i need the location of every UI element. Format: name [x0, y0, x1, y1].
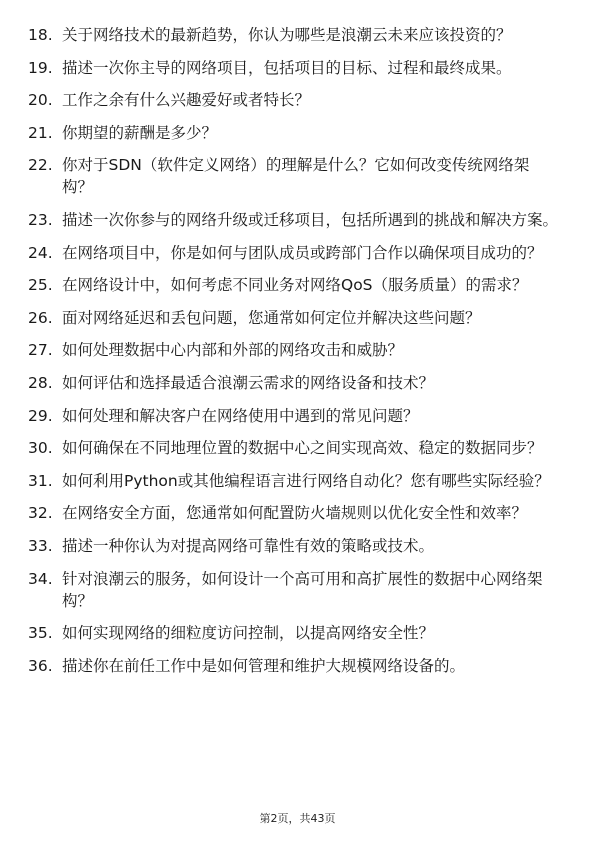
question-item: [28, 57, 560, 79]
question-text: 描述一次你参与的网络升级或迁移项目，包括所遇到的挑战和解决方案。: [62, 210, 559, 229]
question-number: 34.: [28, 569, 53, 588]
question-text: 如何利用Python或其他编程语言进行网络自动化？您有哪些实际经验？: [62, 471, 550, 490]
question-number: 29.: [28, 406, 53, 425]
question-number: 26.: [28, 308, 53, 327]
question-item: [28, 655, 560, 677]
question-text: 在网络安全方面，您通常如何配置防火墙规则以优化安全性和效率？: [62, 504, 528, 523]
question-text: 描述一种你认为对提高网络可靠性有效的策略或技术。: [62, 536, 435, 555]
question-text: 如何实现网络的细粒度访问控制，以提高网络安全性？: [62, 624, 435, 643]
question-text: 如何处理数据中心内部和外部的网络攻击和威胁？: [62, 341, 404, 360]
question-number: 27.: [28, 341, 53, 360]
question-number: 20.: [28, 91, 53, 110]
question-number: 25.: [28, 276, 53, 295]
question-text: 描述一次你主导的网络项目，包括项目的目标、过程和最终成果。: [62, 58, 512, 77]
question-item: [28, 209, 560, 231]
question-text: 关于网络技术的最新趋势，你认为哪些是浪潮云未来应该投资的？: [62, 26, 512, 44]
question-text: 描述你在前任工作中是如何管理和维护大规模网络设备的。: [62, 656, 466, 675]
question-item: [28, 535, 560, 557]
question-text: 针对浪潮云的服务，如何设计一个高可用和高扩展性的数据中心网络架构？: [62, 569, 543, 610]
question-text: 面对网络延迟和丢包问题，您通常如何定位并解决这些问题？: [62, 308, 481, 327]
question-item: [28, 274, 560, 296]
question-text: 你期望的薪酬是多少？: [62, 123, 218, 142]
question-number: 18.: [28, 26, 53, 44]
question-item: [28, 470, 560, 492]
question-number: 24.: [28, 243, 53, 262]
question-item: [28, 307, 560, 329]
question-text: 如何评估和选择最适合浪潮云需求的网络设备和技术？: [62, 373, 435, 392]
question-item: [28, 405, 560, 427]
question-item: [28, 437, 560, 459]
question-item: [28, 242, 560, 264]
question-list: [28, 24, 560, 687]
question-number: 31.: [28, 471, 53, 490]
question-item: [28, 89, 560, 111]
question-item: [28, 622, 560, 644]
page-number-label: 第2页，共43页: [259, 812, 336, 825]
question-number: 32.: [28, 504, 53, 523]
question-number: 19.: [28, 58, 53, 77]
question-number: 28.: [28, 373, 53, 392]
question-item: [28, 339, 560, 361]
question-number: 21.: [28, 123, 53, 142]
question-text: 如何处理和解决客户在网络使用中遇到的常见问题？: [62, 406, 419, 425]
page-footer: [0, 812, 595, 826]
question-number: 30.: [28, 439, 53, 458]
question-item: [28, 568, 560, 612]
question-number: 23.: [28, 210, 53, 229]
question-text: 工作之余有什么兴趣爱好或者特长？: [62, 91, 311, 110]
question-number: 33.: [28, 536, 53, 555]
question-item: [28, 24, 560, 46]
question-text: 在网络设计中，如何考虑不同业务对网络QoS（服务质量）的需求？: [62, 276, 528, 295]
question-item: [28, 502, 560, 524]
question-item: [28, 372, 560, 394]
question-number: 22.: [28, 156, 53, 175]
question-text: 在网络项目中，你是如何与团队成员或跨部门合作以确保项目成功的？: [62, 243, 543, 262]
question-number: 35.: [28, 624, 53, 643]
question-text: 你对于SDN（软件定义网络）的理解是什么？它如何改变传统网络架构？: [62, 156, 530, 197]
question-item: [28, 122, 560, 144]
question-text: 如何确保在不同地理位置的数据中心之间实现高效、稳定的数据同步？: [62, 439, 543, 458]
question-number: 36.: [28, 656, 53, 675]
question-item: [28, 154, 560, 198]
